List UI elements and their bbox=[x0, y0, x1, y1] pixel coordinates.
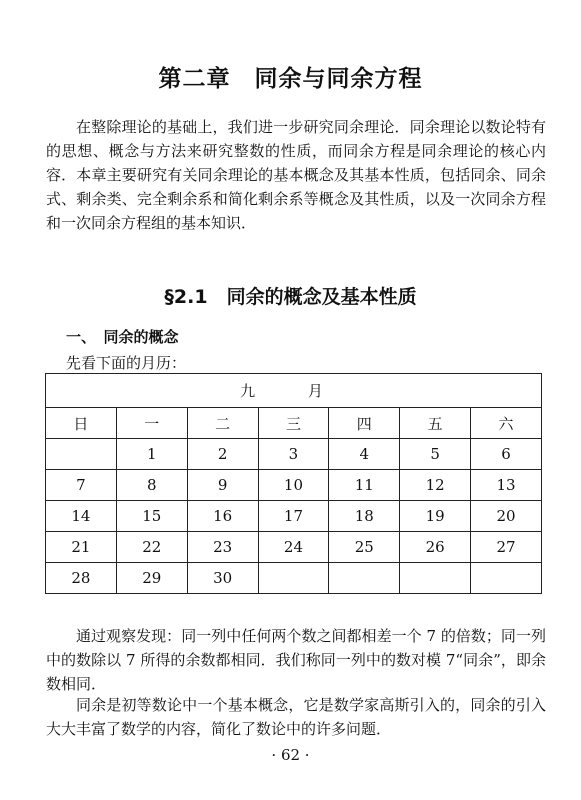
intro-paragraph: 在整除理论的基础上，我们进一步研究同余理论．同余理论以数论特有的思想、概念与方法来研究整数的性质，而同余方程是同余理论的核心内容．本章主要研究有关同余理论的基本概念及其基本性质，包括同余、同余式、剩余类、完全剩余系和简化剩余系等概念及其性质，以及一次同余方程和一次同余方程组的基本知识． bbox=[46, 118, 546, 232]
calendar-day-cell: 12 bbox=[400, 470, 471, 501]
calendar-day-cell: 8 bbox=[116, 470, 187, 501]
calendar-week-row bbox=[46, 501, 542, 532]
calendar-day-cell bbox=[46, 439, 117, 470]
calendar-day-cell: 9 bbox=[187, 470, 258, 501]
weekday-header: 日 bbox=[46, 408, 117, 439]
calendar-day-cell bbox=[400, 563, 471, 594]
calendar-month-label: 九 月 bbox=[46, 374, 542, 408]
calendar-table bbox=[45, 373, 542, 594]
calendar-day-cell: 10 bbox=[258, 470, 329, 501]
calendar-day-cell: 1 bbox=[116, 439, 187, 470]
calendar-month-row bbox=[46, 374, 542, 408]
calendar-day-cell: 21 bbox=[46, 532, 117, 563]
weekday-header: 二 bbox=[187, 408, 258, 439]
calendar-day-cell: 3 bbox=[258, 439, 329, 470]
calendar-day-cell: 20 bbox=[471, 501, 542, 532]
calendar-day-cell: 7 bbox=[46, 470, 117, 501]
calendar-day-cell: 26 bbox=[400, 532, 471, 563]
section-heading: §2.1 同余的概念及基本性质 bbox=[164, 286, 417, 308]
weekday-header: 四 bbox=[329, 408, 400, 439]
calendar-week-row bbox=[46, 532, 542, 563]
calendar-day-cell: 15 bbox=[116, 501, 187, 532]
calendar-day-cell: 16 bbox=[187, 501, 258, 532]
calendar-day-cell bbox=[258, 563, 329, 594]
calendar-lead-text: 先看下面的月历： bbox=[66, 354, 187, 372]
chapter-title: 第二章 同余与同余方程 bbox=[158, 66, 423, 92]
calendar-day-cell: 14 bbox=[46, 501, 117, 532]
calendar-weekday-row bbox=[46, 408, 542, 439]
calendar-day-cell bbox=[329, 563, 400, 594]
calendar-day-cell: 19 bbox=[400, 501, 471, 532]
calendar-day-cell: 30 bbox=[187, 563, 258, 594]
calendar-day-cell: 23 bbox=[187, 532, 258, 563]
calendar-day-cell: 25 bbox=[329, 532, 400, 563]
calendar-day-cell: 2 bbox=[187, 439, 258, 470]
calendar-day-cell: 22 bbox=[116, 532, 187, 563]
calendar-day-cell: 18 bbox=[329, 501, 400, 532]
calendar-week-row bbox=[46, 439, 542, 470]
calendar-day-cell: 11 bbox=[329, 470, 400, 501]
calendar-day-cell: 27 bbox=[471, 532, 542, 563]
observation-paragraph: 通过观察发现：同一列中任何两个数之间都相差一个 7 的倍数；同一列中的数除以 7 所得的余数都相同．我们称同一列中的数对模 7“同余”，即余数相同． bbox=[46, 627, 546, 693]
weekday-header: 三 bbox=[258, 408, 329, 439]
calendar-day-cell: 24 bbox=[258, 532, 329, 563]
calendar-day-cell: 6 bbox=[471, 439, 542, 470]
calendar-week-row bbox=[46, 470, 542, 501]
subsection-heading: 一、 同余的概念 bbox=[66, 328, 179, 346]
calendar-day-cell: 4 bbox=[329, 439, 400, 470]
page-number: · 62 · bbox=[271, 746, 310, 764]
calendar-week-row bbox=[46, 563, 542, 594]
weekday-header: 六 bbox=[471, 408, 542, 439]
calendar-day-cell: 17 bbox=[258, 501, 329, 532]
calendar-day-cell: 29 bbox=[116, 563, 187, 594]
gauss-paragraph: 同余是初等数论中一个基本概念，它是数学家高斯引入的，同余的引入大大丰富了数学的内容，简化了数论中的许多问题． bbox=[46, 696, 546, 738]
calendar-day-cell bbox=[471, 563, 542, 594]
calendar-day-cell: 5 bbox=[400, 439, 471, 470]
weekday-header: 一 bbox=[116, 408, 187, 439]
calendar-day-cell: 13 bbox=[471, 470, 542, 501]
weekday-header: 五 bbox=[400, 408, 471, 439]
calendar-day-cell: 28 bbox=[46, 563, 117, 594]
